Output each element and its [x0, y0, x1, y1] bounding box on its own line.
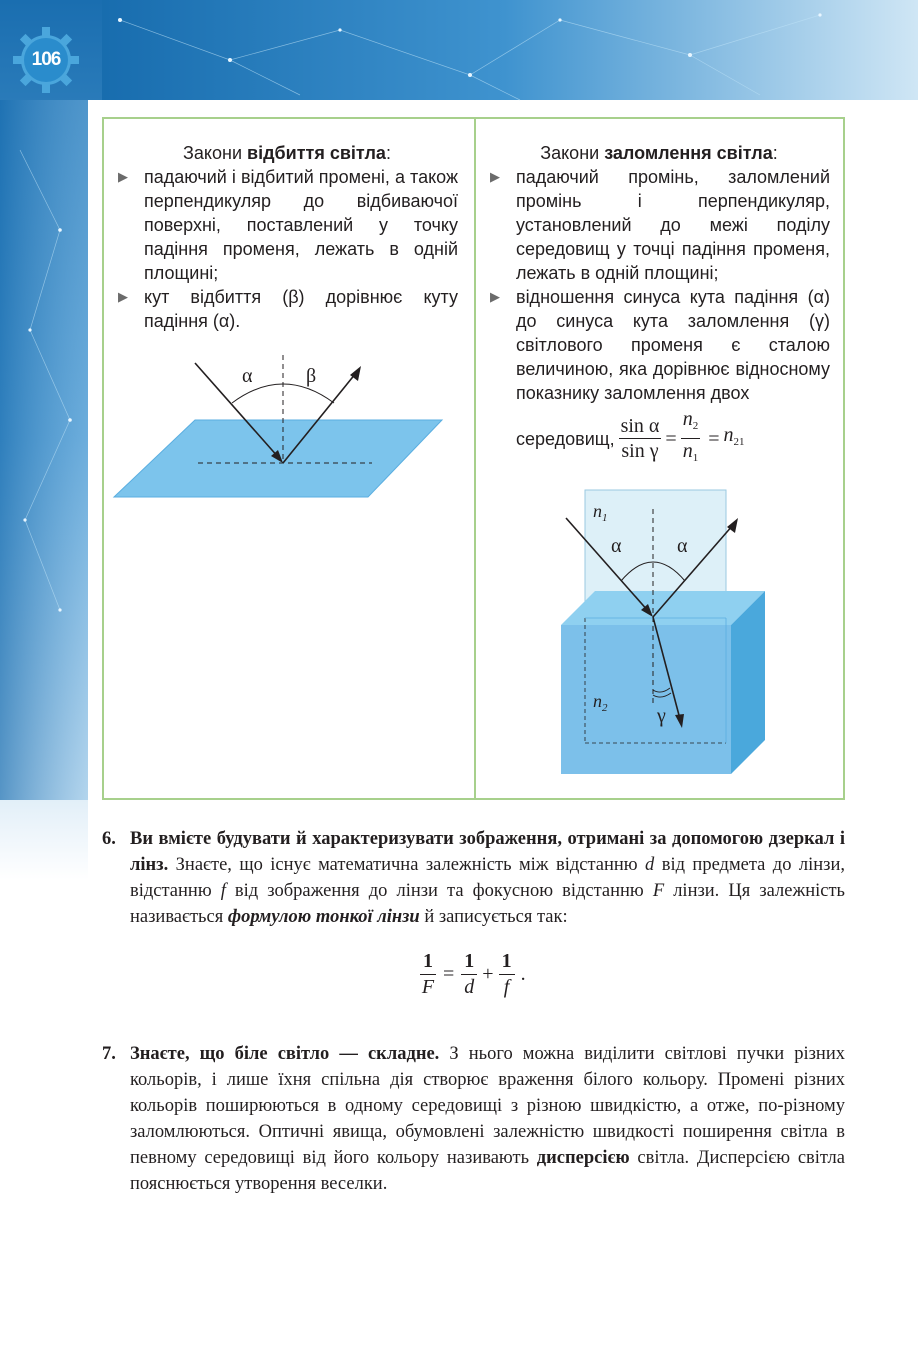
index-ratio-fraction: $\frac{n_2}{n_1}$ [682, 408, 699, 464]
refraction-heading: Закони заломлення світла: [540, 143, 778, 163]
lens-formula: $\frac{1}{F}$ = $\frac{1}{d}$ + $\frac{1}{f}$ . [421, 950, 526, 998]
refraction-formula: середовищ, $\frac{\text{sin α}}{\text{sin γ}}$ = $\frac{n_2}{n_1}$ = $n_{21}$ [488, 407, 830, 470]
refraction-diagram [555, 485, 775, 780]
alpha-label: α [242, 365, 253, 387]
reflection-laws [116, 141, 458, 333]
triangle-bullet-icon: ▶ [490, 169, 500, 184]
refraction-laws [488, 141, 830, 470]
page-number: 106 [31, 49, 61, 70]
reflection-diagram [110, 345, 450, 505]
column-divider [474, 117, 476, 800]
list-item: ▶ падаючий і відбитий промені, а також перпендикуляр до відбиваючої поверхні, поставлений у точку падіння променя, лежать в одній площині; [118, 167, 458, 283]
paragraph-6: 6. Ви вмієте будувати й характеризувати зображення, отримані за допомогою дзеркал і лінз. Знаєте, що існує математична залежність між відстанню d від предмета до лінзи, відстанню f від зображення до лінзи та фокусною відстанню F лінзи. Ця залежність називається формулою тонкої лінзи й записується так: [102, 829, 845, 927]
alpha-incident-label: α [611, 535, 622, 557]
alpha-reflected-label: α [677, 535, 688, 557]
triangle-bullet-icon: ▶ [118, 169, 128, 184]
list-item: ▶ падаючий промінь, заломлений промінь і перпендикуляр, установлений до межі поділу середовищ у точці падіння променя, лежать в одній площині; [490, 167, 830, 283]
n2-label: $n_2$ [593, 691, 608, 714]
n1-label: $n_1$ [593, 501, 608, 524]
list-item: ▶ кут відбиття (β) дорівнює куту падіння (α). [118, 287, 458, 331]
triangle-bullet-icon: ▶ [490, 289, 500, 304]
beta-label: β [306, 365, 317, 387]
list-item: ▶ відношення синуса кута падіння (α) до синуса кута заломлення (γ) світлового променя є сталою величиною, яка дорівнює відносному показнику заломлення двох [490, 287, 830, 403]
gamma-label: γ [657, 705, 666, 727]
sine-ratio-fraction: $\frac{\text{sin α}}{\text{sin γ}}$ [620, 415, 660, 462]
triangle-bullet-icon: ▶ [118, 289, 128, 304]
paragraph-7: 7. Знаєте, що біле світло — складне. З нього можна виділити світлові пучки різних кольорів, і лише їхня спільна дія створює враження білого кольору. Промені різних кольорів поширюються в одному середовищі з різною швидкістю, а отже, по-різному заломлюються. Оптичні явища, обумовлені залежністю швидкості поширення світла в певному середовищі від його кольору називають дисперсією світла. Дисперсією світла пояснюється утворення веселки. [102, 1044, 845, 1194]
reflection-heading: Закони відбиття світла: [183, 143, 391, 163]
